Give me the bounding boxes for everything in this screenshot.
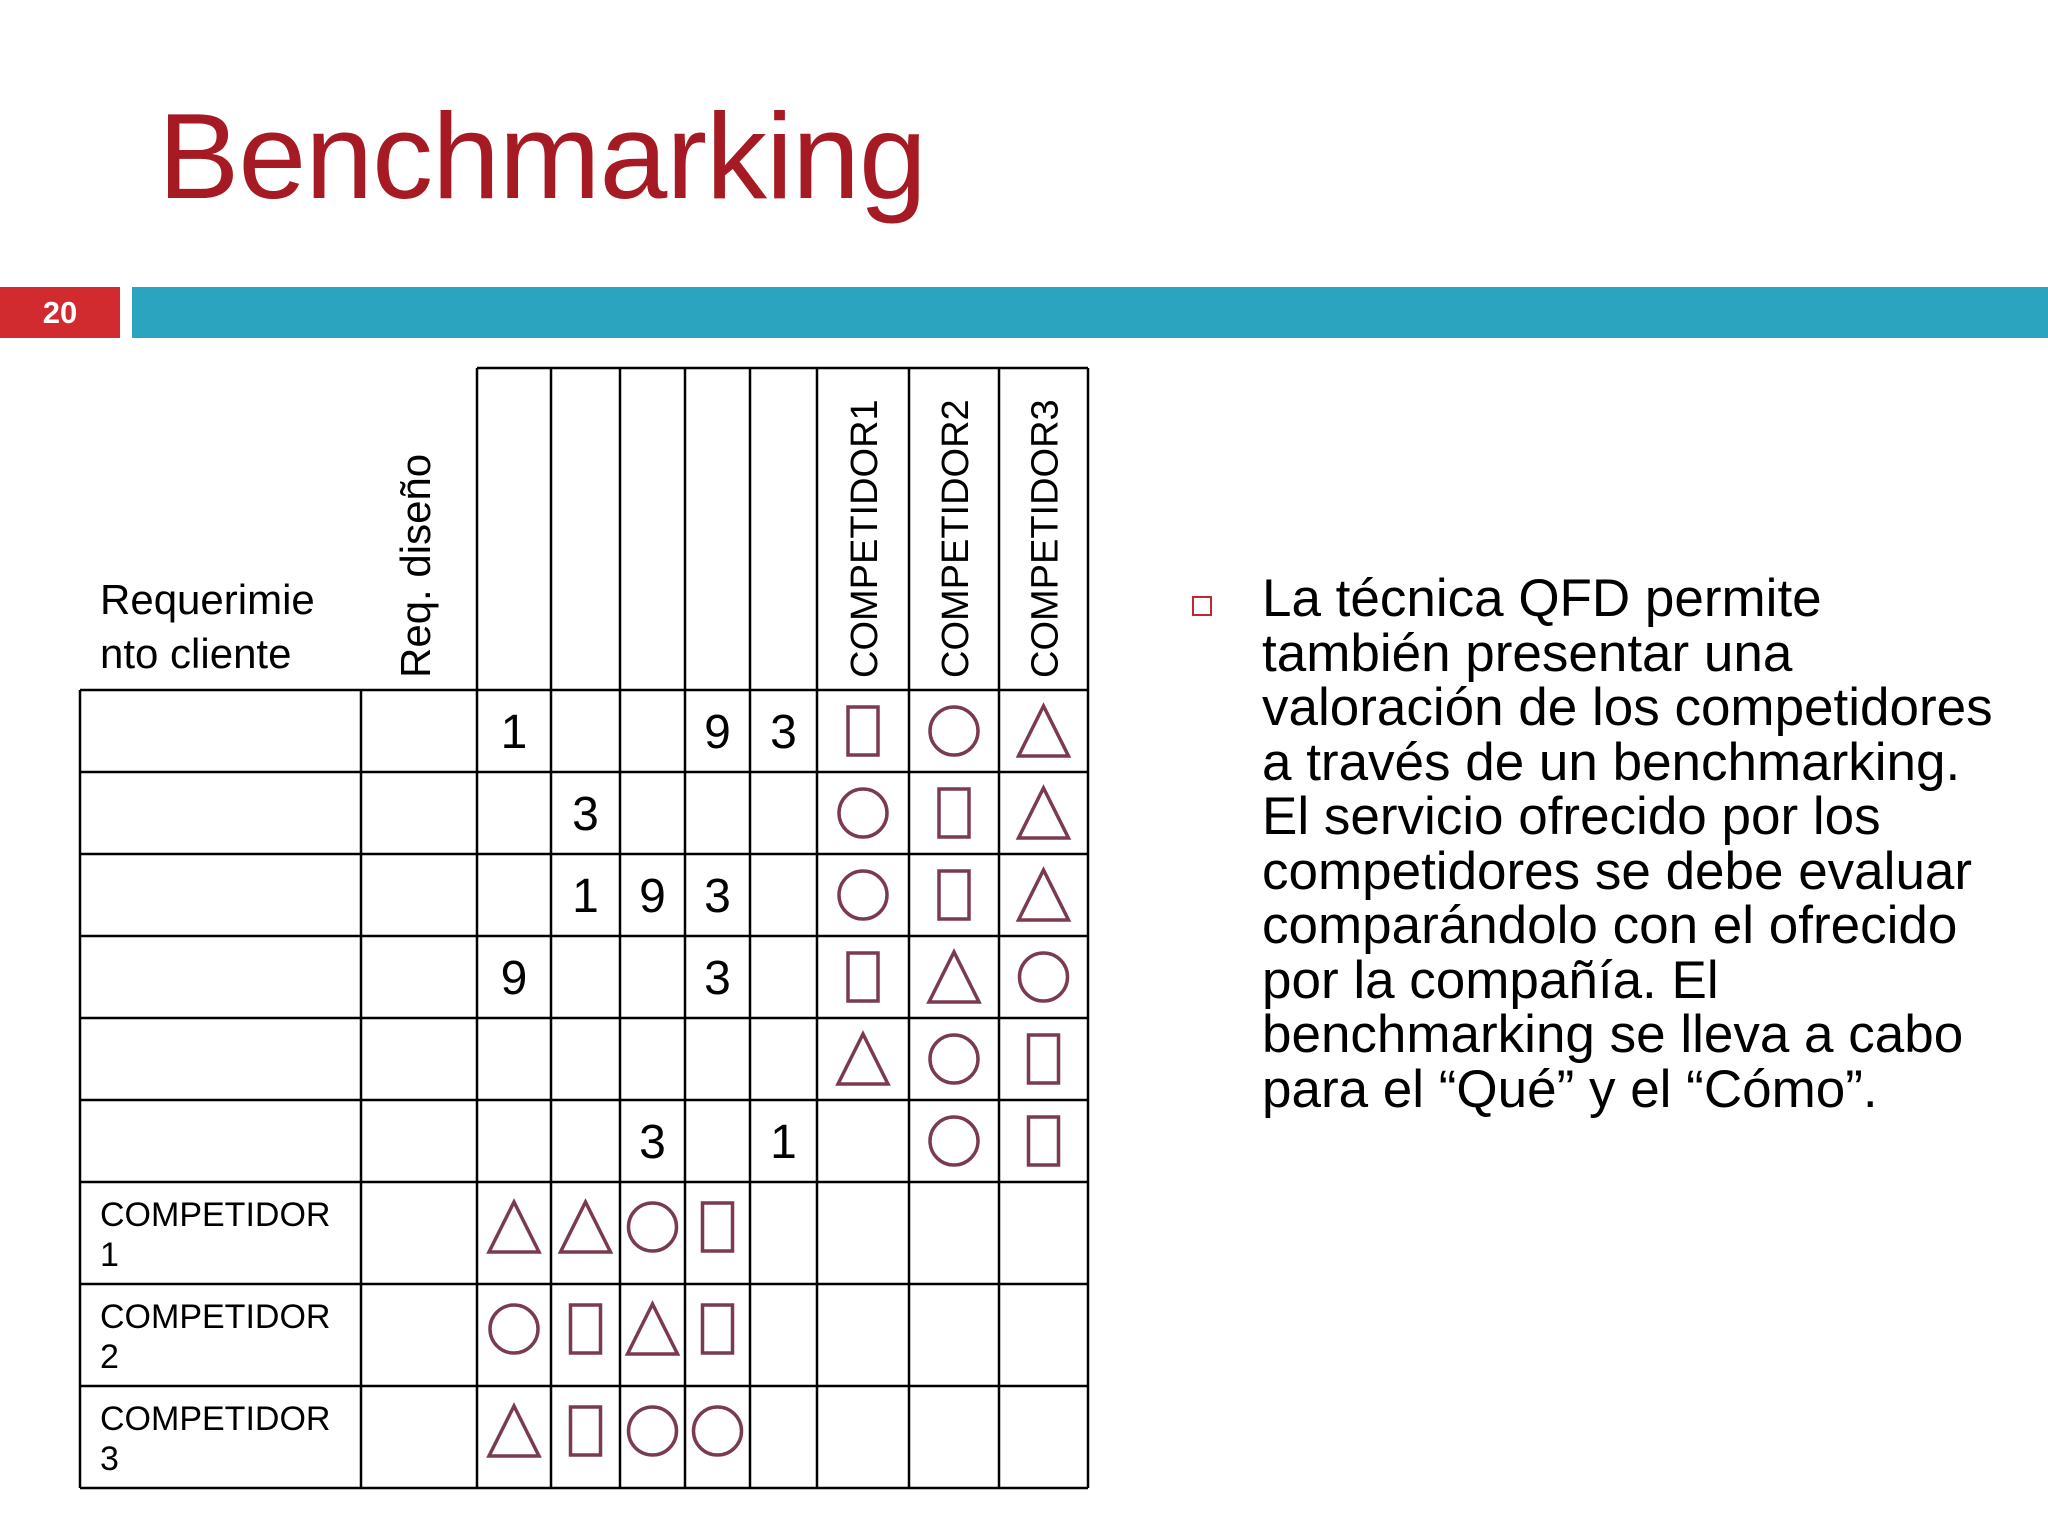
circle-icon <box>930 1035 978 1083</box>
competitor-row-label: COMPETIDOR <box>100 1298 331 1336</box>
triangle-icon <box>489 1406 539 1456</box>
triangle-icon <box>929 952 979 1002</box>
relationship-value: 3 <box>639 1116 666 1169</box>
circle-icon <box>930 1117 978 1165</box>
square-icon <box>939 789 969 837</box>
bullet-text: La técnica QFD permite también presentar una valoración de los competidores a través de un benchmarking. El servicio ofrecido por los competidores se debe evaluar comparándolo con el ofrecido por la compañía. El benchmarking se lleva a cabo para el “Qué” y el “Cómo”. <box>1262 569 1993 1119</box>
slide-number: 20 <box>0 287 120 338</box>
competitor-column-header: COMPETIDOR2 <box>935 399 977 678</box>
relationship-value: 3 <box>770 706 797 759</box>
competitor-row-label: COMPETIDOR <box>100 1400 331 1438</box>
square-icon <box>703 1305 733 1353</box>
triangle-icon <box>1019 788 1069 838</box>
design-requirement-label: Req. diseño <box>392 453 439 678</box>
square-icon <box>848 953 878 1001</box>
relationship-value: 9 <box>500 952 528 1005</box>
circle-icon <box>629 1407 677 1455</box>
competitor-row-label: 1 <box>100 1236 119 1274</box>
circle-icon <box>694 1407 742 1455</box>
relationship-value: 9 <box>704 706 731 759</box>
square-icon <box>1029 1035 1059 1083</box>
relationship-value: 3 <box>704 952 731 1005</box>
bullet-square-icon <box>1192 596 1212 616</box>
competitor-row-label: COMPETIDOR <box>100 1196 331 1234</box>
circle-icon <box>839 789 887 837</box>
triangle-icon <box>838 1034 888 1084</box>
relationship-value: 3 <box>704 870 731 923</box>
square-icon <box>939 871 969 919</box>
competitor-row-label: 2 <box>100 1338 119 1376</box>
relationship-value: 1 <box>500 706 528 759</box>
customer-requirement-label: nto cliente <box>100 630 292 677</box>
circle-icon <box>839 871 887 919</box>
triangle-icon <box>628 1304 678 1354</box>
relationship-value: 1 <box>572 870 599 923</box>
circle-icon <box>930 707 978 755</box>
triangle-icon <box>489 1202 539 1252</box>
slide-title: Benchmarking <box>158 88 926 224</box>
competitor-row-label: 3 <box>100 1440 119 1478</box>
circle-icon <box>1020 953 1068 1001</box>
customer-requirement-label: Requerimie <box>100 576 315 623</box>
relationship-value: 3 <box>572 788 599 841</box>
triangle-icon <box>1019 870 1069 920</box>
circle-icon <box>629 1203 677 1251</box>
circle-icon <box>490 1305 538 1353</box>
triangle-icon <box>561 1202 611 1252</box>
competitor-column-header: COMPETIDOR1 <box>844 399 886 678</box>
square-icon <box>703 1203 733 1251</box>
triangle-icon <box>1019 706 1069 756</box>
square-icon <box>1029 1117 1059 1165</box>
square-icon <box>571 1305 601 1353</box>
square-icon <box>571 1407 601 1455</box>
square-icon <box>848 707 878 755</box>
competitor-column-header: COMPETIDOR3 <box>1024 399 1067 678</box>
relationship-value: 9 <box>639 870 666 923</box>
relationship-value: 1 <box>770 1116 797 1169</box>
